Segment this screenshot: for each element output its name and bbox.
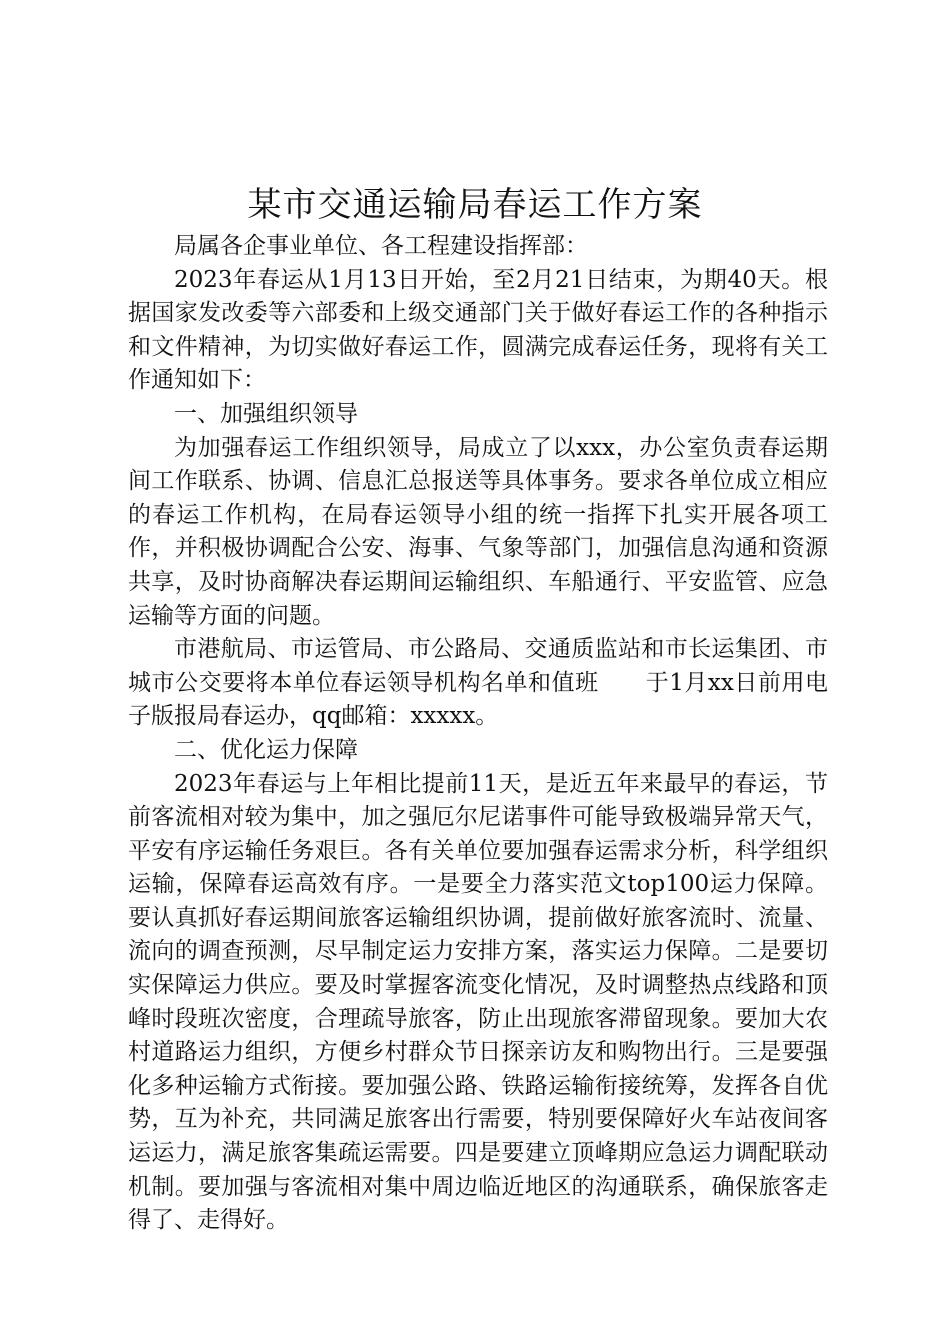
section-1-paragraph-1: 为加强春运工作组织领导，局成立了以xxx，办公室负责春运期间工作联系、协调、信息汇总报送等具体事务。要求各单位成立相应的春运工作机构，在局春运领导小组的统一指挥下扎实开展各项工作，并积极协调配合公安、海事、气象等部门，加强信息沟通和资源共享，及时协商解决春运期间运输组织、车船通行、平安监管、应急运输等方面的问题。: [128, 434, 828, 629]
salutation-paragraph: 局属各企事业单位、各工程建设指挥部：: [174, 233, 588, 259]
document-body: [128, 230, 828, 1238]
document-title: 某市交通运输局春运工作方案: [247, 185, 703, 225]
section-heading-1: 一、加强组织领导: [174, 400, 358, 427]
section-1-paragraph-2: 市港航局、市运管局、市公路局、交通质监站和市长运集团、市城市公交要将本单位春运领导机构名单和值班 于1月xx日前用电子版报局春运办，qq邮箱：xxxxx。: [128, 636, 828, 730]
intro-paragraph: 2023年春运从1月13日开始，至2月21日结束，为期40天。根据国家发改委等六部委和上级交通部门关于做好春运工作的各种指示和文件精神，为切实做好春运工作，圆满完成春运任务，现将有关工作通知如下：: [128, 266, 828, 394]
section-2-paragraph-1: 2023年春运与上年相比提前11天，是近五年来最早的春运，节前客流相对较为集中，加之强厄尔尼诺事件可能导致极端异常天气，平安有序运输任务艰巨。各有关单位要加强春运需求分析，科学组织运输，保障春运高效有序。一是要全力落实范文top100运力保障。要认真抓好春运期间旅客运输组织协调，提前做好旅客流时、流量、流向的调查预测，尽早制定运力安排方案，落实运力保障。二是要切实保障运力供应。要及时掌握客流变化情况，及时调整热点线路和顶峰时段班次密度，合理疏导旅客，防止出现旅客滞留现象。要加大农村道路运力组织，方便乡村群众节日探亲访友和购物出行。三是要强化多种运输方式衔接。要加强公路、铁路运输衔接统筹，发挥各自优势，互为补充，共同满足旅客出行需要，特别要保障好火车站夜间客运运力，满足旅客集疏运需要。四是要建立顶峰期应急运力调配联动机制。要加强与客流相对集中周边临近地区的沟通联系，确保旅客走得了、走得好。: [128, 770, 828, 1234]
section-heading-2: 二、优化运力保障: [174, 736, 358, 763]
